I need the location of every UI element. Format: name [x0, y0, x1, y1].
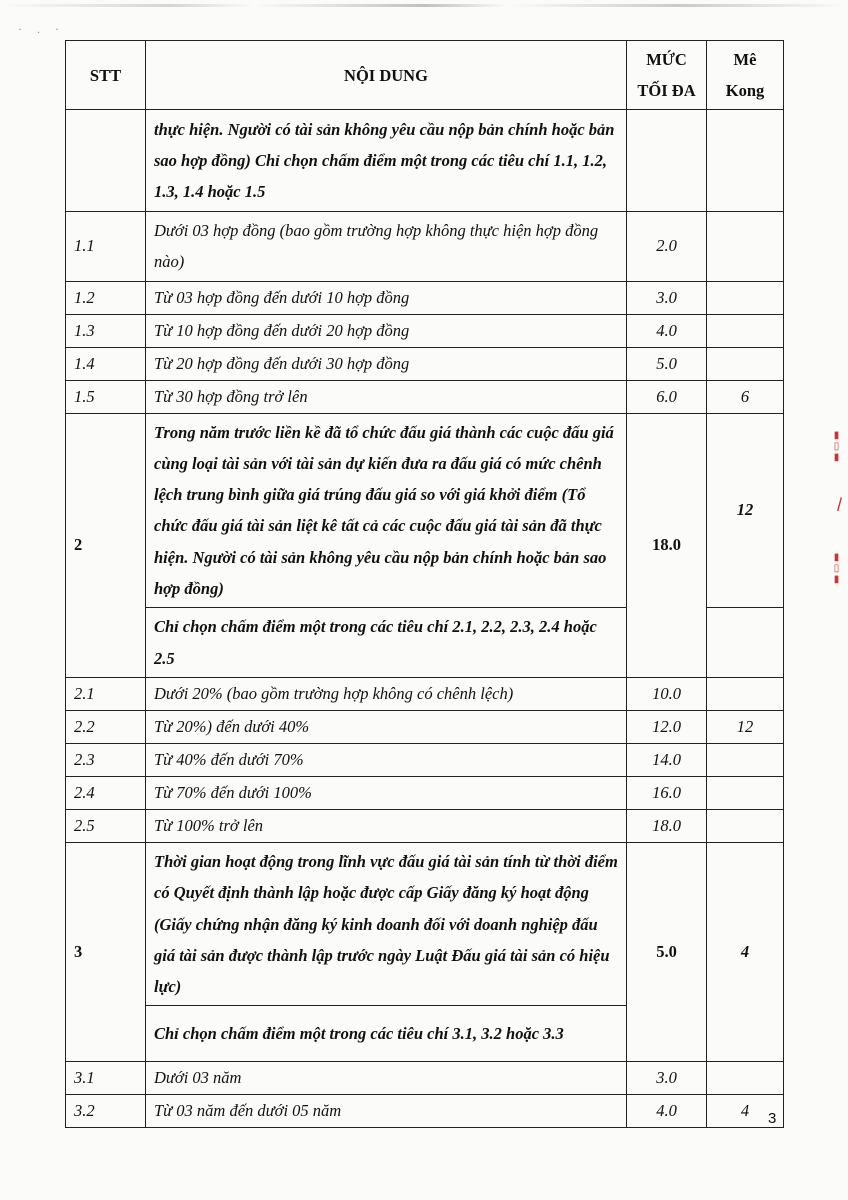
row-max: 18.0: [627, 413, 707, 677]
row-content: Từ 20 hợp đồng đến dưới 30 hợp đồng: [146, 347, 627, 380]
row-score: [707, 281, 784, 314]
margin-stamp-mark: /: [836, 495, 842, 515]
row-score: [707, 110, 784, 212]
table-row: [66, 281, 784, 314]
row-content: Dưới 03 năm: [146, 1062, 627, 1095]
row-content: Trong năm trước liền kề đã tổ chức đấu giá thành các cuộc đấu giá cùng loại tài sản với tài sản dự kiến đưa ra đấu giá có mức chênh lệch trung bình giữa giá trúng đấu giá so với giá khởi điểm (Tổ chức đấu giá tài sản liệt kê tất cả các cuộc đấu giá tài sản đã thực hiện. Người có tài sản không yêu cầu nộp bản chính hoặc bản sao hợp đồng): [146, 413, 627, 608]
row-stt: 2.1: [66, 677, 146, 710]
row-score: [707, 314, 784, 347]
row-max: 18.0: [627, 809, 707, 842]
row-max: 16.0: [627, 776, 707, 809]
header-content: NỘI DUNG: [146, 41, 627, 110]
row-max: 12.0: [627, 710, 707, 743]
table-row: [66, 710, 784, 743]
table-row: [66, 809, 784, 842]
row-score: [707, 776, 784, 809]
table-row: [66, 1062, 784, 1095]
row-stt: 1.2: [66, 281, 146, 314]
page-number: 3: [768, 1110, 777, 1127]
table-row: [66, 212, 784, 282]
row-stt: 3: [66, 842, 146, 1061]
row-max: 10.0: [627, 677, 707, 710]
row-stt: 1.3: [66, 314, 146, 347]
row-stt: 2.3: [66, 743, 146, 776]
row-max: 2.0: [627, 212, 707, 282]
row-content: Dưới 03 hợp đồng (bao gồm trường hợp không thực hiện hợp đồng nào): [146, 212, 627, 282]
row-max: 5.0: [627, 347, 707, 380]
row-max: 5.0: [627, 842, 707, 1061]
header-max: [627, 41, 707, 110]
header-max-line1: MỨC: [646, 50, 687, 69]
row-stt: 1.1: [66, 212, 146, 282]
row-max: 4.0: [627, 314, 707, 347]
row-stt: [66, 110, 146, 212]
table-row: [66, 743, 784, 776]
row-stt: 1.4: [66, 347, 146, 380]
row-score: [707, 677, 784, 710]
table-row: [66, 314, 784, 347]
header-score-line1: Mê: [733, 50, 757, 69]
row-score: [707, 1062, 784, 1095]
row-content: Từ 03 năm đến dưới 05 năm: [146, 1095, 627, 1128]
row-stt: 1.5: [66, 380, 146, 413]
margin-stamp-mark: ▮▯▮: [831, 430, 842, 463]
table-row: [66, 380, 784, 413]
table-header-row: [66, 41, 784, 110]
row-stt: 2: [66, 413, 146, 677]
row-content: Từ 100% trở lên: [146, 809, 627, 842]
margin-stamp-mark: ▮▯▮: [831, 552, 842, 585]
table-row: [66, 110, 784, 212]
row-max: [627, 110, 707, 212]
row-content: Thời gian hoạt động trong lĩnh vực đấu giá tài sản tính từ thời điểm có Quyết định thành lập hoặc được cấp Giấy đăng ký hoạt động (Giấy chứng nhận đăng ký kinh doanh đối với doanh nghiệp đấu giá tài sản được thành lập trước ngày Luật Đấu giá tài sản có hiệu lực): [146, 842, 627, 1005]
scan-edge-line: [0, 4, 848, 7]
row-stt: 2.2: [66, 710, 146, 743]
row-content: thực hiện. Người có tài sản không yêu cầu nộp bản chính hoặc bản sao hợp đồng) Chỉ chọn chấm điểm một trong các tiêu chí 1.1, 1.2, 1.3, 1.4 hoặc 1.5: [146, 110, 627, 212]
row-score: [707, 809, 784, 842]
row-score: 12: [707, 710, 784, 743]
scan-specks: · . ·: [18, 22, 65, 36]
table-row: [66, 347, 784, 380]
row-stt: 2.5: [66, 809, 146, 842]
header-score: [707, 41, 784, 110]
row-content: Dưới 20% (bao gồm trường hợp không có chênh lệch): [146, 677, 627, 710]
row-content: Từ 10 hợp đồng đến dưới 20 hợp đồng: [146, 314, 627, 347]
row-stt: 3.2: [66, 1095, 146, 1128]
row-content: Từ 30 hợp đồng trở lên: [146, 380, 627, 413]
row-content: Từ 03 hợp đồng đến dưới 10 hợp đồng: [146, 281, 627, 314]
table-row: [66, 776, 784, 809]
row-score: 4: [707, 1095, 784, 1128]
criteria-table: [65, 40, 784, 1128]
row-note: Chỉ chọn chấm điểm một trong các tiêu chí 3.1, 3.2 hoặc 3.3: [146, 1006, 627, 1062]
header-score-line2: Kong: [725, 81, 765, 100]
row-content: Từ 70% đến dưới 100%: [146, 776, 627, 809]
row-note: Chỉ chọn chấm điểm một trong các tiêu chí 2.1, 2.2, 2.3, 2.4 hoặc 2.5: [146, 608, 627, 678]
table-row: [66, 677, 784, 710]
header-max-line2: TỐI ĐA: [637, 81, 696, 100]
row-stt: 2.4: [66, 776, 146, 809]
row-score: [707, 743, 784, 776]
row-score: [707, 212, 784, 282]
table-row: [66, 842, 784, 1005]
row-score: 12: [707, 413, 784, 608]
row-content: Từ 20%) đến dưới 40%: [146, 710, 627, 743]
table-row: [66, 413, 784, 608]
row-score: 6: [707, 380, 784, 413]
row-max: 14.0: [627, 743, 707, 776]
table-row: [66, 1095, 784, 1128]
row-score-empty: [707, 608, 784, 678]
row-score: [707, 347, 784, 380]
row-max: 4.0: [627, 1095, 707, 1128]
row-max: 3.0: [627, 1062, 707, 1095]
row-stt: 3.1: [66, 1062, 146, 1095]
header-stt: STT: [66, 41, 146, 110]
row-max: 6.0: [627, 380, 707, 413]
row-score: 4: [707, 842, 784, 1061]
row-max: 3.0: [627, 281, 707, 314]
row-content: Từ 40% đến dưới 70%: [146, 743, 627, 776]
